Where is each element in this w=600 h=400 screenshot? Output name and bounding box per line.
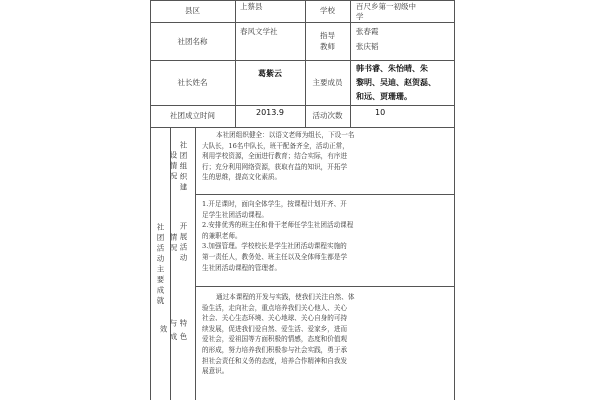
grid-line-col2 bbox=[305, 0, 306, 127]
features-text-line: 验生活，走向社会，重点培养我们关心他人、关心 bbox=[202, 303, 348, 312]
activity-text bbox=[202, 199, 452, 273]
activity-text-line: 3.加强管理。学校校长是学生社团活动课程实施的 bbox=[202, 242, 347, 251]
features-text-line: 的形成，努力培养我们积极参与社会实践，勇于承 bbox=[202, 345, 348, 354]
grid-line-right bbox=[454, 0, 455, 400]
activity-text-line: 的兼职老师。 bbox=[202, 231, 242, 240]
advisor-1: 张春霞 bbox=[356, 27, 379, 36]
grid-line-col3 bbox=[350, 0, 351, 127]
features-text-line: 担社会责任和义务的态度，培养合作精神和自我发 bbox=[202, 356, 348, 365]
activity-text-line: 2.安排优秀的班主任和骨干老师任学生社团活动课程 bbox=[202, 221, 354, 230]
advisor-label-2: 教师 bbox=[320, 42, 335, 51]
features-text-line: 续发展，促进我们爱自然、爱生活、爱家乡，进而 bbox=[202, 324, 348, 333]
founded-label: 社团成立时间 bbox=[170, 111, 215, 120]
features-text-line: 社会、关心生态环境、关心地球、关心自身的可持 bbox=[202, 314, 348, 323]
section-outer-label: 社团活动主要成就 bbox=[156, 223, 165, 307]
grid-line-top bbox=[150, 0, 455, 1]
org-text-line: 利用学校资源，全面进行教育；结合实际，有序进 bbox=[202, 152, 348, 161]
org-text-line: 行；充分利用网络资源，获取有益的知识，开拓学 bbox=[202, 162, 348, 171]
school-label: 学校 bbox=[320, 6, 335, 15]
grid-line-row1 bbox=[150, 22, 455, 23]
features-text-line: 通过本课程的开发与实践，使我们关注自然、体 bbox=[216, 293, 355, 301]
grid-line-sublabel bbox=[195, 127, 196, 400]
president-label: 社长姓名 bbox=[177, 78, 208, 87]
org-text bbox=[202, 130, 452, 183]
advisor-2: 张庆韬 bbox=[356, 42, 379, 51]
activities-label: 活动次数 bbox=[312, 111, 343, 120]
features-text bbox=[202, 292, 452, 377]
club-info-form bbox=[150, 0, 455, 400]
founded-value: 2013.9 bbox=[256, 108, 284, 117]
members-label: 主要成员 bbox=[312, 78, 343, 87]
president-value: 葛紫云 bbox=[258, 69, 282, 78]
activity-label: 开展活动情况 bbox=[169, 222, 188, 264]
activity-text-line: 生社团活动课程的管理者。 bbox=[202, 263, 282, 272]
grid-line-left bbox=[150, 0, 151, 400]
grid-line-row3 bbox=[150, 105, 455, 106]
grid-line-org bbox=[195, 194, 455, 195]
school-value-line1: 百尺乡第一初级中 bbox=[356, 2, 416, 11]
org-text-line: 大队长，16名中队长，班干配备齐全，活动正常， bbox=[202, 141, 349, 150]
club-name-label: 社团名称 bbox=[177, 37, 208, 46]
features-text-line: 爱社会，爱祖国等方面积极的情感，态度和价值观 bbox=[202, 335, 348, 344]
activity-text-line: 第一责任人，教务处、班主任以及全体师生都是学 bbox=[202, 252, 348, 261]
school-value-line2: 学 bbox=[356, 12, 364, 21]
club-name-value: 春风文学社 bbox=[240, 27, 278, 36]
org-text-line: 生的思维，提高文化素质。 bbox=[202, 173, 282, 182]
org-text-line: 本社团组织健全：以语文老师为组长，下设一名 bbox=[216, 131, 355, 139]
grid-line-row2 bbox=[150, 60, 455, 61]
features-text-line: 展意识。 bbox=[202, 367, 229, 376]
activity-text-line: 1.开足课时，面向全体学生，按课程计划开齐、开 bbox=[202, 200, 347, 208]
org-label: 社团组织建设情况 bbox=[169, 140, 188, 194]
activities-value: 10 bbox=[375, 108, 386, 117]
county-label: 县区 bbox=[185, 6, 200, 15]
members-line-2: 黎明、吴迪、赵贺磊、 bbox=[356, 78, 436, 87]
members-line-1: 韩书睿、朱怡晴、朱 bbox=[356, 64, 428, 73]
grid-line-activity bbox=[195, 286, 455, 287]
activity-text-line: 足学生社团活动课程。 bbox=[202, 210, 268, 219]
features-label: 特色与成效 bbox=[159, 318, 188, 346]
advisor-label-1: 指导 bbox=[320, 31, 335, 40]
members-line-3: 和远、贾珊珊。 bbox=[356, 92, 412, 101]
county-value: 上蔡县 bbox=[240, 2, 263, 11]
